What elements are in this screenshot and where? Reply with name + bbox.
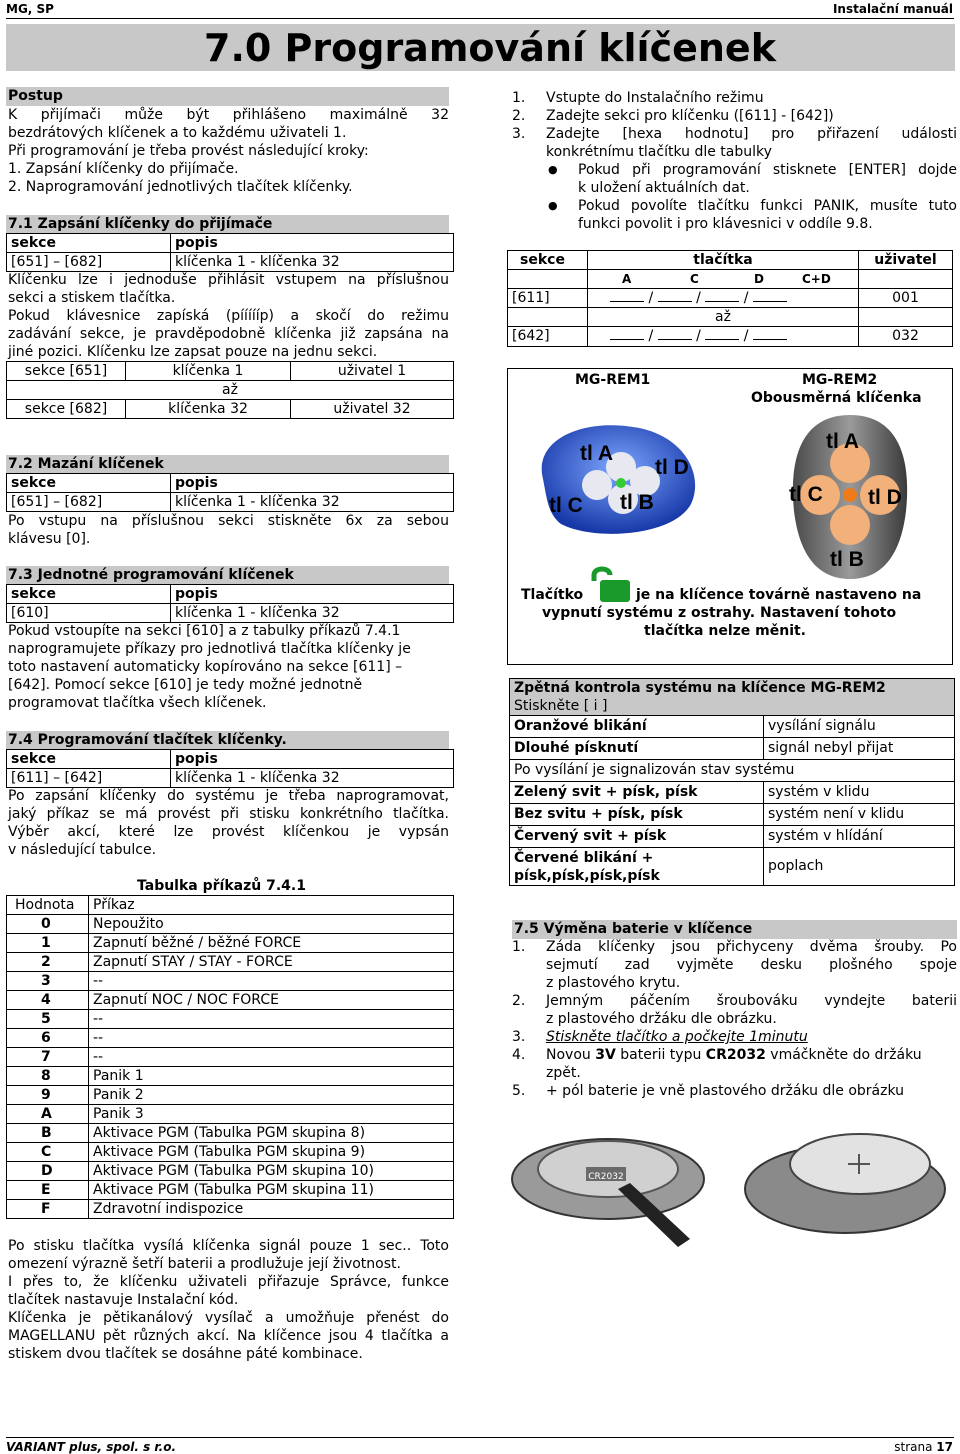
postup-line: bezdrátových klíčenek a to každému uživateli 1. — [8, 125, 347, 141]
step-text: zpět. — [546, 1065, 581, 1081]
command-value: D — [7, 1162, 89, 1181]
command-value: E — [7, 1181, 89, 1200]
command-text: Aktivace PGM (Tabulka PGM skupina 9) — [89, 1143, 454, 1162]
command-row — [7, 1200, 454, 1219]
col-sekce: sekce — [508, 251, 588, 270]
footnote-line: omezení výrazně šetří baterii a prodlužuje její životnost. — [8, 1256, 401, 1272]
meaning: systém v hlídání — [764, 826, 955, 848]
command-row — [7, 1067, 454, 1086]
step-text: Zadejte [hexa hodnotu] pro přiřazení události — [546, 126, 957, 142]
command-text: Zapnutí NOC / NOC FORCE — [89, 991, 454, 1010]
command-value: 1 — [7, 934, 89, 953]
section-7-1-table — [6, 233, 454, 272]
feedback-note: Po vysílání je signalizován stav systému — [510, 760, 955, 782]
step-number: 2. — [512, 108, 526, 124]
cell-sekce: [610] — [7, 604, 171, 623]
command-value: F — [7, 1200, 89, 1219]
cell-popis: klíčenka 1 - klíčenka 32 — [171, 604, 454, 623]
section-7-1-heading: 7.1 Zapsání klíčenky do přijímače — [6, 215, 449, 234]
command-value: A — [7, 1105, 89, 1124]
unlock-note-text: vypnutí systému z ostrahy. Nastavení tohoto — [542, 605, 897, 621]
command-row — [7, 991, 454, 1010]
col-sekce: sekce — [7, 234, 171, 253]
command-value: 0 — [7, 915, 89, 934]
rem1-label-d: tl D — [655, 456, 689, 479]
command-row — [7, 1105, 454, 1124]
signal: Oranžové blikání — [510, 716, 764, 738]
signal: Červené blikání + — [514, 849, 654, 866]
page-number: 17 — [936, 1440, 953, 1454]
col-uzivatel: uživatel — [859, 251, 953, 270]
command-row — [7, 1143, 454, 1162]
step-text: Zadejte sekci pro klíčenku ([611] - [642]) — [546, 108, 834, 124]
feedback-subtitle: Stiskněte [ i ] — [514, 698, 608, 714]
signal: Dlouhé písknutí — [510, 738, 764, 760]
text-line: jaký příkaz se má provést při stisku konkrétního tlačítka. — [8, 806, 449, 822]
rem2-label: MG-REM2 — [802, 372, 878, 388]
col-sekce: sekce — [7, 585, 171, 604]
step-text: z plastového držáku dle obrázku. — [546, 1011, 777, 1027]
command-text: -- — [89, 972, 454, 991]
rem2-sublabel: Obousměrná klíčenka — [751, 390, 922, 406]
cell: sekce [682] — [7, 400, 126, 419]
command-row — [7, 934, 454, 953]
bullet-icon: ● — [548, 163, 558, 176]
battery-inserted-image — [740, 1119, 954, 1249]
command-text: -- — [89, 1010, 454, 1029]
cell: uživatel 32 — [291, 400, 454, 419]
signal: Bez svitu + písk, písk — [510, 804, 764, 826]
page-title: 7.0 Programování klíčenek — [204, 26, 776, 70]
unlock-icon — [588, 565, 636, 605]
footnote-line: I přes to, že klíčenku uživateli přiřazuje Správce, funkce — [8, 1274, 449, 1290]
step-text: Jemným páčením šroubováku vyndejte baterii — [546, 993, 957, 1009]
col-sekce: sekce — [7, 474, 171, 493]
remotes-box — [507, 368, 953, 665]
rem2-label-b: tl B — [830, 548, 864, 571]
sep: / — [743, 328, 749, 344]
cell-sekce: [611] – [642] — [7, 769, 171, 788]
command-value: 4 — [7, 991, 89, 1010]
text-line: Po zapsání klíčenky do systému je třeba naprogramovat, — [8, 788, 449, 804]
command-text: Aktivace PGM (Tabulka PGM skupina 10) — [89, 1162, 454, 1181]
section-7-5-heading: 7.5 Výměna baterie v klíčence — [512, 920, 957, 939]
rem2-label-d: tl D — [868, 486, 902, 509]
step-number: 5. — [512, 1083, 526, 1099]
col-sekce: sekce — [7, 750, 171, 769]
col-popis: popis — [171, 750, 454, 769]
text-line: Pokud klávesnice zapíská (píííííp) a skočí do režimu — [8, 308, 449, 324]
command-text: Nepoužito — [89, 915, 454, 934]
cell-az: až — [588, 308, 859, 327]
command-text: Aktivace PGM (Tabulka PGM skupina 8) — [89, 1124, 454, 1143]
btn-label-a: A — [622, 271, 632, 286]
text-line: jiné pozici. Klíčenku lze zapsat pouze na jednu sekci. — [8, 344, 378, 360]
signal: Červený svit + písk — [510, 826, 764, 848]
cell: až — [7, 381, 454, 400]
command-value: 9 — [7, 1086, 89, 1105]
text: 3V — [595, 1047, 616, 1063]
col-popis: popis — [171, 474, 454, 493]
bullet-text: funkci povolit i pro klávesnici v oddíle 9.8. — [578, 216, 873, 232]
postup-step: 1. Zapsání klíčenky do přijímače. — [8, 161, 239, 177]
step-number: 3. — [512, 1029, 526, 1045]
battery-removal-image — [508, 1119, 724, 1249]
command-row — [7, 972, 454, 991]
user-map-table — [6, 361, 454, 419]
sep: / — [696, 289, 701, 306]
page-label: strana — [894, 1440, 937, 1454]
btn-label-c: C — [690, 271, 699, 286]
text-line: programovat tlačítka všech klíčenek. — [8, 695, 267, 711]
command-text: -- — [89, 1029, 454, 1048]
cell: sekce [651] — [7, 362, 126, 381]
footnote-line: stiskem dvou tlačítek se dosáhne páté kombinace. — [8, 1346, 363, 1362]
signal: písk,písk,písk,písk — [514, 867, 660, 884]
rem1-label: MG-REM1 — [575, 372, 651, 388]
text-line: Klíčenku lze i jednoduše přihlásit vstupem na příslušnou — [8, 272, 449, 288]
step-text: + pól baterie je vně plastového držáku dle obrázku — [546, 1083, 905, 1099]
step-number: 3. — [512, 126, 526, 142]
text-line: sekci a stiskem tlačítka. — [8, 290, 176, 306]
command-text: Zapnutí STAY / STAY - FORCE — [89, 953, 454, 972]
step-text: Vstupte do Instalačního režimu — [546, 90, 764, 106]
command-value: 5 — [7, 1010, 89, 1029]
command-row — [7, 915, 454, 934]
text: vmáčkněte do držáku — [765, 1047, 922, 1063]
step-text: konkrétnímu tlačítku dle tabulky — [546, 144, 772, 160]
command-value: C — [7, 1143, 89, 1162]
command-value: 7 — [7, 1048, 89, 1067]
unlock-note-text: tlačítka nelze měnit. — [644, 623, 806, 639]
postup-line: Při programování je třeba provést následující kroky: — [8, 143, 369, 159]
meaning: systém není v klidu — [764, 804, 955, 826]
footnote-line: Klíčenka je pětikanálový vysílač a umožňuje přenést do — [8, 1310, 449, 1326]
text-line: zadávání sekce, je pravděpodobně klíčenka již zapsána na — [8, 326, 449, 342]
text-line: klávesu [0]. — [8, 531, 91, 547]
cell-sekce: [651] – [682] — [7, 253, 171, 272]
text-line: toto nastavení automaticky kopírováno na sekce [611] – — [8, 659, 403, 675]
command-text: Panik 2 — [89, 1086, 454, 1105]
step-text: Záda klíčenky jsou přichyceny dvěma šrouby. Po — [546, 939, 957, 955]
btn-label-cd: C+D — [802, 271, 831, 286]
section-7-2-table — [6, 473, 454, 512]
command-text: Aktivace PGM (Tabulka PGM skupina 11) — [89, 1181, 454, 1200]
rem2-label-a: tl A — [826, 430, 860, 453]
command-row — [7, 1029, 454, 1048]
step-number: 1. — [512, 939, 526, 955]
command-row — [7, 953, 454, 972]
cell-popis: klíčenka 1 - klíčenka 32 — [171, 493, 454, 512]
cell-sekce: [642] — [508, 327, 588, 347]
step-number: 1. — [512, 90, 526, 106]
coin-label: CR2032 — [588, 1172, 624, 1182]
bullet-text: k uložení aktuálních dat. — [578, 180, 750, 196]
text-line: v následující tabulce. — [8, 842, 157, 858]
command-value: 6 — [7, 1029, 89, 1048]
section-7-4-heading: 7.4 Programování tlačítek klíčenky. — [6, 731, 449, 750]
command-table-caption: Tabulka příkazů 7.4.1 — [137, 878, 306, 894]
cell: klíčenka 32 — [126, 400, 291, 419]
step-text — [546, 1046, 957, 1064]
command-row — [7, 1010, 454, 1029]
command-text: Zdravotní indispozice — [89, 1200, 454, 1219]
sep: / — [648, 289, 654, 306]
command-text: Panik 1 — [89, 1067, 454, 1086]
meaning: systém v klidu — [764, 782, 955, 804]
header-left: MG, SP — [6, 2, 54, 16]
sep: / — [696, 328, 701, 344]
col-popis: popis — [171, 234, 454, 253]
footer-right — [894, 1438, 953, 1454]
rem1-label-c: tl C — [549, 494, 583, 517]
postup-step: 2. Naprogramování jednotlivých tlačítek klíčenky. — [8, 179, 353, 195]
feedback-table — [509, 678, 955, 886]
command-table — [6, 895, 454, 1219]
cell-uzivatel: 032 — [859, 327, 953, 347]
signal: Zelený svit + písk, písk — [510, 782, 764, 804]
text: baterii typu — [615, 1047, 706, 1063]
meaning: poplach — [764, 848, 955, 886]
section-7-2-heading: 7.2 Mazání klíčenek — [6, 455, 449, 474]
cell: klíčenka 1 — [126, 362, 291, 381]
command-row — [7, 1048, 454, 1067]
command-value: 8 — [7, 1067, 89, 1086]
step-text: z plastového krytu. — [546, 975, 681, 991]
rem1-label-b: tl B — [620, 491, 654, 514]
cell-uzivatel: 001 — [859, 289, 953, 308]
rem2-label-c: tl C — [789, 483, 823, 506]
command-row — [7, 1181, 454, 1200]
section-7-3-heading: 7.3 Jednotné programování klíčenek — [6, 566, 449, 585]
footnote-line: MAGELLANU pět různých akcí. Na klíčence jsou 4 tlačítka a — [8, 1328, 449, 1344]
step-number: 4. — [512, 1047, 526, 1063]
command-text: -- — [89, 1048, 454, 1067]
header-right: Instalační manuál — [832, 2, 953, 16]
step-text: sejmutí zad vyjměte desku plošného spoje — [546, 957, 957, 973]
bullet-text: Pokud povolíte tlačítku funkci PANIK, musíte tuto — [578, 198, 957, 214]
cell-popis: klíčenka 1 - klíčenka 32 — [171, 769, 454, 788]
cell-buttons — [588, 327, 859, 347]
postup-line: K přijímači může být přihlášeno maximálně 32 — [8, 107, 449, 123]
rem1-label-a: tl A — [580, 442, 614, 465]
command-row — [7, 1162, 454, 1181]
section-7-3-table — [6, 584, 454, 623]
bullet-text: Pokud při programování stisknete [ENTER] dojde — [578, 162, 957, 178]
col-hodnota: Hodnota — [7, 896, 89, 915]
unlock-note-text: je na klíčence továrně nastaveno na — [636, 587, 922, 603]
command-value: 3 — [7, 972, 89, 991]
footnote-line: Po stisku tlačítka vysílá klíčenka signál pouze 1 sec.. Toto — [8, 1238, 449, 1254]
command-text: Zapnutí běžné / běžné FORCE — [89, 934, 454, 953]
cell-buttons — [588, 289, 859, 308]
command-value: 2 — [7, 953, 89, 972]
feedback-title: Zpětná kontrola systému na klíčence MG-REM2 — [514, 680, 886, 696]
header-rule — [6, 18, 954, 19]
bullet-icon: ● — [548, 199, 558, 212]
unlock-note-text: Tlačítko — [521, 587, 584, 603]
text-line: Po vstupu na příslušnou sekci stiskněte 6x za sebou — [8, 513, 449, 529]
command-row — [7, 1124, 454, 1143]
cell-sekce: [611] — [508, 289, 588, 308]
button-assignment-table — [507, 250, 953, 347]
footer-left: VARIANT plus, spol. s r.o. — [6, 1440, 176, 1454]
meaning: signál nebyl přijat — [764, 738, 955, 760]
meaning: vysílání signálu — [764, 716, 955, 738]
text: Novou — [546, 1047, 596, 1063]
col-popis: popis — [171, 585, 454, 604]
btn-label-d: D — [754, 271, 764, 286]
col-tlacitka: tlačítka — [588, 251, 859, 270]
step-text: Stiskněte tlačítko a počkejte 1minutu — [546, 1029, 808, 1045]
col-prikaz: Příkaz — [89, 896, 454, 915]
command-text: Panik 3 — [89, 1105, 454, 1124]
cell-sekce: [651] – [682] — [7, 493, 171, 512]
text-line: [642]. Pomocí sekce [610] je tedy možné jednotně — [8, 677, 363, 693]
text-line: Výběr akcí, které lze provést klíčenkou je vypsán — [8, 824, 449, 840]
section-7-4-table — [6, 749, 454, 788]
postup-heading: Postup — [6, 87, 449, 106]
step-number: 2. — [512, 993, 526, 1009]
text-line: naprogramujete příkazy pro jednotlivá tlačítka klíčenky je — [8, 641, 411, 657]
text: CR2032 — [705, 1047, 766, 1063]
sep: / — [648, 328, 654, 344]
footnote-line: tlačítek nastavuje Instalační kód. — [8, 1292, 239, 1308]
cell-popis: klíčenka 1 - klíčenka 32 — [171, 253, 454, 272]
sep: / — [743, 289, 749, 306]
text-line: Pokud vstoupíte na sekci [610] a z tabulky příkazů 7.4.1 — [8, 623, 401, 639]
cell: uživatel 1 — [291, 362, 454, 381]
command-row — [7, 1086, 454, 1105]
command-value: B — [7, 1124, 89, 1143]
